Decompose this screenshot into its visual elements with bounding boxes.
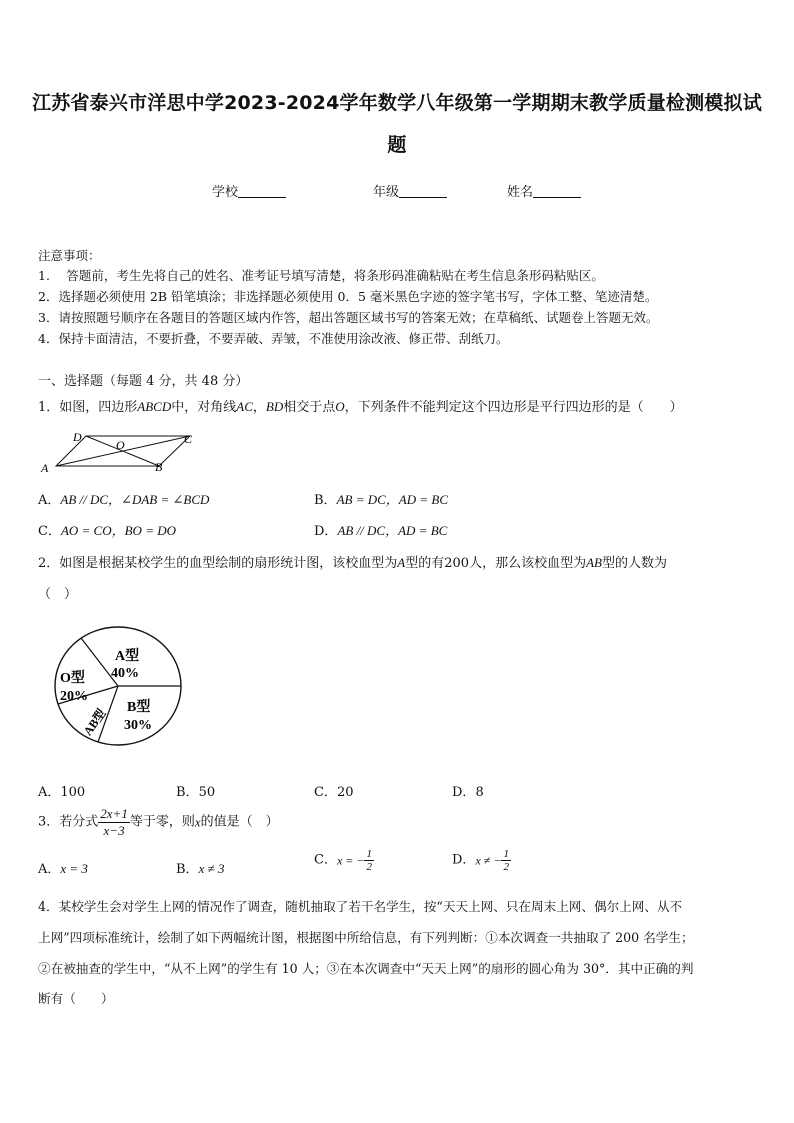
q1-option-a[interactable]: A．AB // DC，∠DAB = ∠BCD	[38, 492, 210, 508]
page-title: 江苏省泰兴市洋思中学2023-2024学年数学八年级第一学期期末教学质量检测模拟试	[32, 92, 762, 114]
q2-option-a[interactable]: A．100	[38, 785, 86, 800]
question-1-stem: 1．如图，四边形ABCD中，对角线AC，BD相交于点O，下列条件不能判定这个四边形是平行四边形的是（ ）	[38, 399, 683, 415]
q2-option-b[interactable]: B．50	[176, 785, 216, 800]
slice-label-o-name: O型	[60, 671, 85, 686]
q1-option-d[interactable]: D．AB // DC，AD = BC	[314, 523, 448, 539]
q3-option-b[interactable]: B．x ≠ 3	[176, 861, 225, 877]
slice-label-a-pct: 40%	[111, 666, 139, 681]
notes-heading: 注意事项：	[38, 248, 101, 263]
q3-option-a[interactable]: A．x = 3	[38, 861, 88, 877]
label-c: C	[184, 432, 193, 446]
note-item: 2．选择题必须使用 2B 铅笔填涂；非选择题必须使用 0．5 毫米黑色字迹的签字笔书写，字体工整、笔迹清楚。	[38, 289, 658, 304]
note-item: 1. 答题前，考生先将自己的姓名、准考证号填写清楚，将条形码准确粘贴在考生信息条形码粘贴区。	[38, 268, 604, 283]
question-4-line: 4．某校学生会对学生上网的情况作了调查，随机抽取了若干名学生，按“天天上网、只在周末上网、偶尔上网、从不	[38, 899, 683, 914]
school-field: 学校	[212, 181, 286, 200]
slice-label-o-pct: 20%	[60, 689, 88, 704]
question-4-line: ②在被抽查的学生中，“从不上网”的学生有 10 人；③在本次调查中“天天上网”的扇形的圆心角为 30°．其中正确的判	[38, 961, 694, 976]
question-3-stem: 3．若分式 $\frac{2x+1}{x-3}$ 等于零，则x的值是（ ）	[38, 806, 279, 838]
slice-label-a-name: A型	[115, 649, 140, 664]
q1-option-c[interactable]: C．AO = CO，BO = DO	[38, 523, 176, 539]
note-item: 4．保持卡面清洁，不要折叠，不要弄破、弄皱，不准使用涂改液、修正带、刮纸刀。	[38, 331, 509, 346]
fraction: $\frac{1}{2}$	[366, 848, 372, 873]
blood-type-pie-chart	[50, 624, 186, 750]
slice-label-b-name: B型	[127, 700, 151, 715]
question-4-line: 断有（ ）	[38, 991, 114, 1006]
fraction: $\frac{1}{2}$	[503, 848, 509, 873]
q3-option-c[interactable]: C．x = − $\frac{1}{2}$	[314, 848, 372, 873]
fraction: $\frac{2x+1}{x-3}$	[100, 806, 128, 838]
section-heading: 一、选择题（每题 4 分，共 48 分）	[38, 374, 249, 389]
label-o: O	[116, 438, 125, 452]
question-2-stem: 2．如图是根据某校学生的血型绘制的扇形统计图，该校血型为A型的有200人，那么该校血型为AB型的人数为	[38, 555, 667, 571]
grade-field: 年级	[373, 181, 447, 200]
question-2-paren: （ ）	[38, 587, 78, 602]
q2-option-d[interactable]: D．8	[452, 785, 484, 800]
q1-option-b[interactable]: B．AB = DC，AD = BC	[314, 492, 448, 508]
slice-label-b-pct: 30%	[124, 718, 152, 733]
page-title-continued: 题	[387, 134, 407, 156]
label-b: B	[155, 460, 163, 474]
label-a: A	[41, 461, 49, 474]
note-item: 3．请按照题号顺序在各题目的答题区域内作答，超出答题区域书写的答案无效；在草稿纸、试题卷上答题无效。	[38, 310, 659, 325]
question-4-line: 上网”四项标准统计，绘制了如下两幅统计图，根据图中所给信息，有下列判断：①本次调查一共抽取了 200 名学生；	[38, 930, 694, 945]
parallelogram-figure	[36, 428, 206, 474]
q2-option-c[interactable]: C．20	[314, 785, 354, 800]
slice-label-ab-name: AB型	[80, 706, 109, 739]
name-field: 姓名	[507, 181, 581, 200]
q3-option-d[interactable]: D．x ≠ − $\frac{1}{2}$	[452, 848, 509, 873]
label-d: D	[73, 430, 82, 444]
